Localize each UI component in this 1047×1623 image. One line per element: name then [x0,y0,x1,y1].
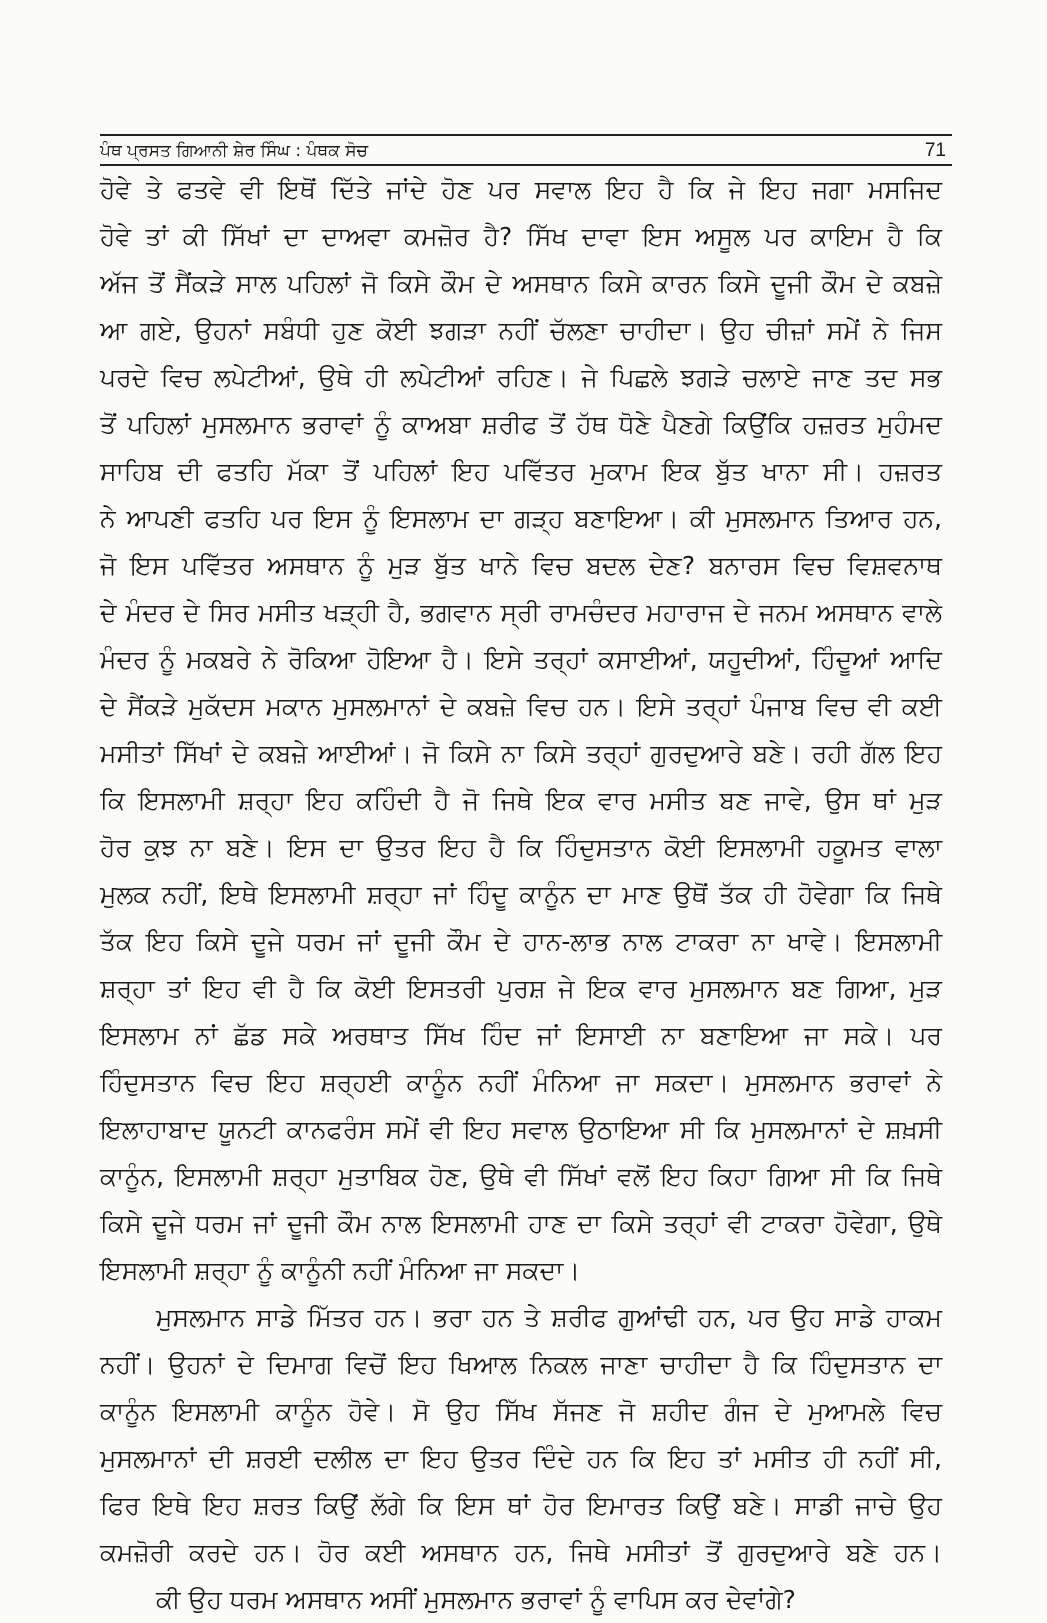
text-line: ਸਾਹਿਬ ਦੀ ਫਤਹਿ ਮੱਕਾ ਤੋਂ ਪਹਿਲਾਂ ਇਹ ਪਵਿੱਤਰ ਮੁਕਾਮ ਇਕ ਬੁੱਤ ਖਾਨਾ ਸੀ। ਹਜ਼ਰਤ [100,457,942,486]
text-line: ਕਿਸੇ ਦੂਜੇ ਧਰਮ ਜਾਂ ਦੂਜੀ ਕੌਮ ਨਾਲ ਇਸਲਾਮੀ ਹਾਣ ਦਾ ਕਿਸੇ ਤਰ੍ਹਾਂ ਵੀ ਟਾਕਰਾ ਹੋਵੇਗਾ, ਉਥੇ [100,1209,942,1238]
running-header [100,138,946,164]
text-line: ਦੇ ਸੈਂਕੜੇ ਮੁਕੱਦਸ ਮਕਾਨ ਮੁਸਲਮਾਨਾਂ ਦੇ ਕਬਜ਼ੇ ਵਿਚ ਹਨ। ਇਸੇ ਤਰ੍ਹਾਂ ਪੰਜਾਬ ਵਿਚ ਵੀ ਕਈ [100,692,942,721]
text-line: ਮਸੀਤਾਂ ਸਿੱਖਾਂ ਦੇ ਕਬਜ਼ੇ ਆਈਆਂ। ਜੋ ਕਿਸੇ ਨਾ ਕਿਸੇ ਤਰ੍ਹਾਂ ਗੁਰਦੁਆਰੇ ਬਣੇ। ਰਹੀ ਗੱਲ ਇਹ [100,739,942,768]
text-line: ਮੁਲਕ ਨਹੀਂ, ਇਥੇ ਇਸਲਾਮੀ ਸ਼ਰ੍ਹਾ ਜਾਂ ਹਿੰਦੂ ਕਾਨੂੰਨ ਦਾ ਮਾਣ ਉਥੋਂ ਤੱਕ ਹੀ ਹੋਵੇਗਾ ਕਿ ਜਿਥੇ [100,880,942,909]
text-line: ਤੱਕ ਇਹ ਕਿਸੇ ਦੂਜੇ ਧਰਮ ਜਾਂ ਦੂਜੀ ਕੌਮ ਦੇ ਹਾਨ-ਲਾਭ ਨਾਲ ਟਾਕਰਾ ਨਾ ਖਾਵੇ। ਇਸਲਾਮੀ [100,927,942,956]
text-line: ਨਹੀਂ। ਉਹਨਾਂ ਦੇ ਦਿਮਾਗ ਵਿਚੋਂ ਇਹ ਖਿਆਲ ਨਿਕਲ ਜਾਣਾ ਚਾਹੀਦਾ ਹੈ ਕਿ ਹਿੰਦੁਸਤਾਨ ਦਾ [100,1350,942,1379]
text-line: ਮੁਸਲਮਾਨ ਸਾਡੇ ਮਿੱਤਰ ਹਨ। ਭਰਾ ਹਨ ਤੇ ਸ਼ਰੀਫ ਗੁਆਂਢੀ ਹਨ, ਪਰ ਉਹ ਸਾਡੇ ਹਾਕਮ [156,1303,942,1332]
text-line: ਜੋ ਇਸ ਪਵਿੱਤਰ ਅਸਥਾਨ ਨੂੰ ਮੁੜ ਬੁੱਤ ਖਾਨੇ ਵਿਚ ਬਦਲ ਦੇਣ? ਬਨਾਰਸ ਵਿਚ ਵਿਸ਼ਵਨਾਥ [100,551,942,580]
text-line: ਫਿਰ ਇਥੇ ਇਹ ਸ਼ਰਤ ਕਿਉਂ ਲੱਗੇ ਕਿ ਇਸ ਥਾਂ ਹੋਰ ਇਮਾਰਤ ਕਿਉਂ ਬਣੇ। ਸਾਡੀ ਜਾਚੇ ਉਹ [100,1491,942,1520]
text-line: ਇਲਾਹਾਬਾਦ ਯੂਨਟੀ ਕਾਨਫਰੰਸ ਸਮੇਂ ਵੀ ਇਹ ਸਵਾਲ ਉਠਾਇਆ ਸੀ ਕਿ ਮੁਸਲਮਾਨਾਂ ਦੇ ਸ਼ਖ਼ਸੀ [100,1115,942,1144]
text-line: ਦੇ ਮੰਦਰ ਦੇ ਸਿਰ ਮਸੀਤ ਖੜ੍ਹੀ ਹੈ, ਭਗਵਾਨ ਸ੍ਰੀ ਰਾਮਚੰਦਰ ਮਹਾਰਾਜ ਦੇ ਜਨਮ ਅਸਥਾਨ ਵਾਲੇ [100,598,942,627]
header-top-rule [100,134,952,136]
text-line: ਮੁਸਲਮਾਨਾਂ ਦੀ ਸ਼ਰਈ ਦਲੀਲ ਦਾ ਇਹ ਉਤਰ ਦਿੰਦੇ ਹਨ ਕਿ ਇਹ ਤਾਂ ਮਸੀਤ ਹੀ ਨਹੀਂ ਸੀ, [100,1444,942,1473]
text-line: ਹੋਵੇ ਤੇ ਫਤਵੇ ਵੀ ਇਥੋਂ ਦਿੱਤੇ ਜਾਂਦੇ ਹੋਣ ਪਰ ਸਵਾਲ ਇਹ ਹੈ ਕਿ ਜੇ ਇਹ ਜਗਾ ਮਸਜਿਦ [100,175,942,204]
text-line: ਆ ਗਏ, ਉਹਨਾਂ ਸਬੰਧੀ ਹੁਣ ਕੋਈ ਝਗੜਾ ਨਹੀਂ ਚੱਲਣਾ ਚਾਹੀਦਾ। ਉਹ ਚੀਜ਼ਾਂ ਸਮੇਂ ਨੇ ਜਿਸ [100,316,942,345]
text-line: ਇਸਲਾਮੀ ਸ਼ਰ੍ਹਾ ਨੂੰ ਕਾਨੂੰਨੀ ਨਹੀਂ ਮੰਨਿਆ ਜਾ ਸਕਦਾ। [100,1256,581,1285]
text-line: ਹਿੰਦੁਸਤਾਨ ਵਿਚ ਇਹ ਸ਼ਰ੍ਹਈ ਕਾਨੂੰਨ ਨਹੀਂ ਮੰਨਿਆ ਜਾ ਸਕਦਾ। ਮੁਸਲਮਾਨ ਭਰਾਵਾਂ ਨੇ [100,1068,942,1097]
text-line: ਪਰਦੇ ਵਿਚ ਲਪੇਟੀਆਂ, ਉਥੇ ਹੀ ਲਪੇਟੀਆਂ ਰਹਿਣ। ਜੇ ਪਿਛਲੇ ਝਗੜੇ ਚਲਾਏ ਜਾਣ ਤਦ ਸਭ [100,363,942,392]
text-line: ਸ਼ਰ੍ਹਾ ਤਾਂ ਇਹ ਵੀ ਹੈ ਕਿ ਕੋਈ ਇਸਤਰੀ ਪੁਰਸ਼ ਜੇ ਇਕ ਵਾਰ ਮੁਸਲਮਾਨ ਬਣ ਗਿਆ, ਮੁੜ [100,974,942,1003]
text-line: ਕਿ ਇਸਲਾਮੀ ਸ਼ਰ੍ਹਾ ਇਹ ਕਹਿੰਦੀ ਹੈ ਜੋ ਜਿਥੇ ਇਕ ਵਾਰ ਮਸੀਤ ਬਣ ਜਾਵੇ, ਉਸ ਥਾਂ ਮੁੜ [100,786,942,815]
text-line: ਇਸਲਾਮ ਨਾਂ ਛੱਡ ਸਕੇ ਅਰਥਾਤ ਸਿੱਖ ਹਿੰਦ ਜਾਂ ਇਸਾਈ ਨਾ ਬਣਾਇਆ ਜਾ ਸਕੇ। ਪਰ [100,1021,942,1050]
text-line: ਕਮਜ਼ੋਰੀ ਕਰਦੇ ਹਨ। ਹੋਰ ਕਈ ਅਸਥਾਨ ਹਨ, ਜਿਥੇ ਮਸੀਤਾਂ ਤੋਂ ਗੁਰਦੁਆਰੇ ਬਣੇ ਹਨ। [100,1538,942,1567]
running-title: ਪੰਥ ਪ੍ਰਸਤ ਗਿਆਨੀ ਸ਼ੇਰ ਸਿੰਘ : ਪੰਥਕ ਸੋਚ [100,141,368,161]
page-number: 71 [924,140,946,161]
text-line: ਕਾਨੂੰਨ ਇਸਲਾਮੀ ਕਾਨੂੰਨ ਹੋਵੇ। ਸੋ ਉਹ ਸਿੱਖ ਸੱਜਣ ਜੋ ਸ਼ਹੀਦ ਗੰਜ ਦੇ ਮੁਆਮਲੇ ਵਿਚ [100,1397,942,1426]
text-line: ਨੇ ਆਪਣੀ ਫਤਹਿ ਪਰ ਇਸ ਨੂੰ ਇਸਲਾਮ ਦਾ ਗੜ੍ਹ ਬਣਾਇਆ। ਕੀ ਮੁਸਲਮਾਨ ਤਿਆਰ ਹਨ, [100,504,942,533]
body-text [100,166,942,1623]
text-line: ਮੰਦਰ ਨੂੰ ਮਕਬਰੇ ਨੇ ਰੋਕਿਆ ਹੋਇਆ ਹੈ। ਇਸੇ ਤਰ੍ਹਾਂ ਕਸਾਈਆਂ, ਯਹੂਦੀਆਂ, ਹਿੰਦੂਆਂ ਆਦਿ [100,645,942,674]
text-line: ਹੋਵੇ ਤਾਂ ਕੀ ਸਿੱਖਾਂ ਦਾ ਦਾਅਵਾ ਕਮਜ਼ੋਰ ਹੈ? ਸਿੱਖ ਦਾਵਾ ਇਸ ਅਸੂਲ ਪਰ ਕਾਇਮ ਹੈ ਕਿ [100,222,942,251]
text-line: ਤੋਂ ਪਹਿਲਾਂ ਮੁਸਲਮਾਨ ਭਰਾਵਾਂ ਨੂੰ ਕਾਅਬਾ ਸ਼ਰੀਫ ਤੋਂ ਹੱਥ ਧੋਣੇ ਪੈਣਗੇ ਕਿਉਂਕਿ ਹਜ਼ਰਤ ਮੁਹੰਮਦ [100,410,942,439]
text-line: ਹੋਰ ਕੁਝ ਨਾ ਬਣੇ। ਇਸ ਦਾ ਉਤਰ ਇਹ ਹੈ ਕਿ ਹਿੰਦੁਸਤਾਨ ਕੋਈ ਇਸਲਾਮੀ ਹਕੂਮਤ ਵਾਲਾ [100,833,942,862]
text-line: ਕਾਨੂੰਨ, ਇਸਲਾਮੀ ਸ਼ਰ੍ਹਾ ਮੁਤਾਬਿਕ ਹੋਣ, ਉਥੇ ਵੀ ਸਿੱਖਾਂ ਵਲੋਂ ਇਹ ਕਿਹਾ ਗਿਆ ਸੀ ਕਿ ਜਿਥੇ [100,1162,942,1191]
text-line: ਕੀ ਉਹ ਧਰਮ ਅਸਥਾਨ ਅਸੀਂ ਮੁਸਲਮਾਨ ਭਰਾਵਾਂ ਨੂੰ ਵਾਪਿਸ ਕਰ ਦੇਵਾਂਗੇ? [156,1585,796,1614]
text-line: ਅੱਜ ਤੋਂ ਸੈਂਕੜੇ ਸਾਲ ਪਹਿਲਾਂ ਜੋ ਕਿਸੇ ਕੌਮ ਦੇ ਅਸਥਾਨ ਕਿਸੇ ਕਾਰਨ ਕਿਸੇ ਦੂਜੀ ਕੌਮ ਦੇ ਕਬਜ਼ੇ [100,269,942,298]
